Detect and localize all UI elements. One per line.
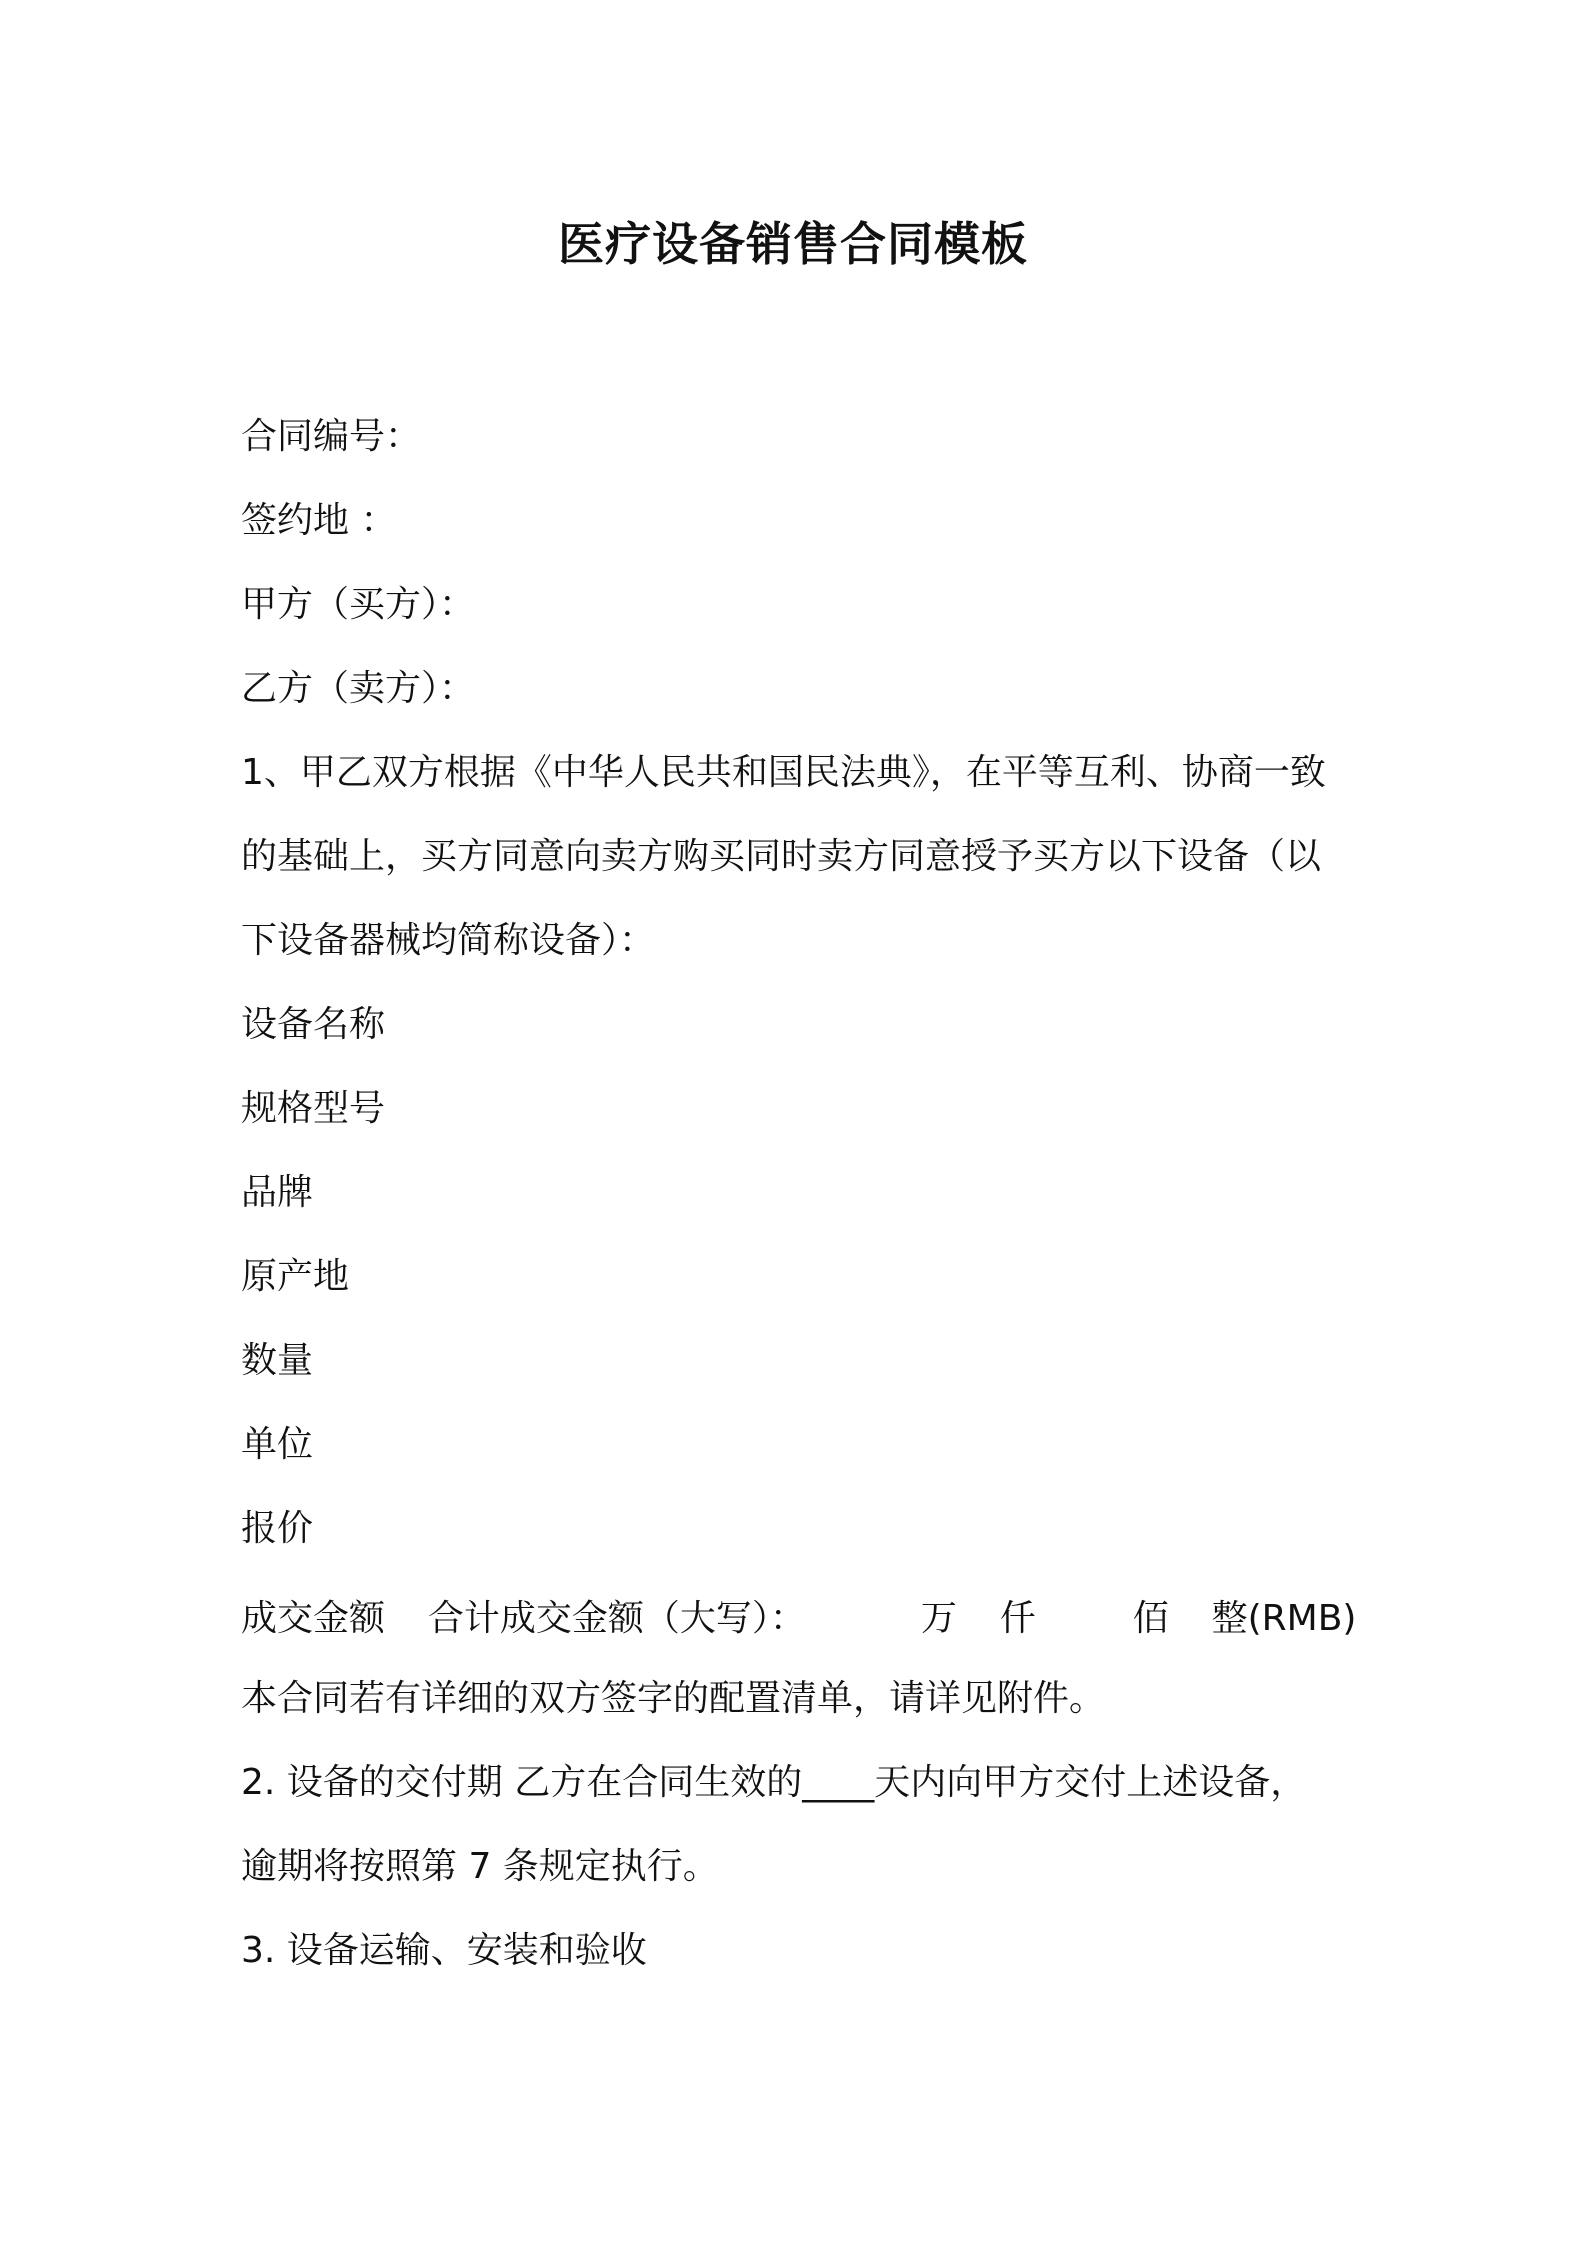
party-a-field: 甲方（买方）：	[241, 584, 476, 625]
clause-2-line-2: 逾期将按照第 7 条规定执行。	[241, 1846, 719, 1887]
amount-label: 成交金额	[241, 1598, 386, 1639]
contract-number-field: 合同编号：	[241, 416, 422, 457]
amount-qian: 仟	[999, 1598, 1036, 1639]
signing-place-field: 签约地 ：	[241, 500, 397, 541]
clause-1-line-2: 的基础上，买方同意向卖方购买同时卖方同意授予买方以下设备（以	[241, 836, 1322, 877]
document-title: 医疗设备销售合同模板	[558, 217, 1028, 271]
equipment-origin-item: 原产地	[241, 1256, 350, 1297]
equipment-quote-item: 报价	[241, 1508, 314, 1549]
total-amount-label: 合计成交金额（大写）：	[427, 1598, 806, 1639]
equipment-name-item: 设备名称	[241, 1004, 386, 1045]
transaction-amount-line	[241, 1594, 1356, 1644]
equipment-quantity-item: 数量	[241, 1340, 314, 1381]
amount-wan: 万	[920, 1598, 957, 1639]
config-note: 本合同若有详细的双方签字的配置清单，请详见附件。	[241, 1678, 1106, 1719]
equipment-brand-item: 品牌	[241, 1172, 314, 1213]
clause-3-heading: 3. 设备运输、安装和验收	[241, 1930, 647, 1971]
clause-1-line-3: 下设备器械均简称设备）：	[241, 920, 656, 961]
party-b-field: 乙方（卖方）：	[241, 668, 476, 709]
amount-zheng: 整(RMB)	[1211, 1598, 1357, 1639]
equipment-unit-item: 单位	[241, 1424, 314, 1465]
clause-2-line-1: 2. 设备的交付期 乙方在合同生效的____天内向甲方交付上述设备，	[241, 1762, 1307, 1803]
clause-1-line-1: 1、甲乙双方根据《中华人民共和国民法典》，在平等互利、协商一致	[241, 752, 1326, 793]
equipment-model-item: 规格型号	[241, 1088, 386, 1129]
amount-bai: 佰	[1132, 1598, 1169, 1639]
